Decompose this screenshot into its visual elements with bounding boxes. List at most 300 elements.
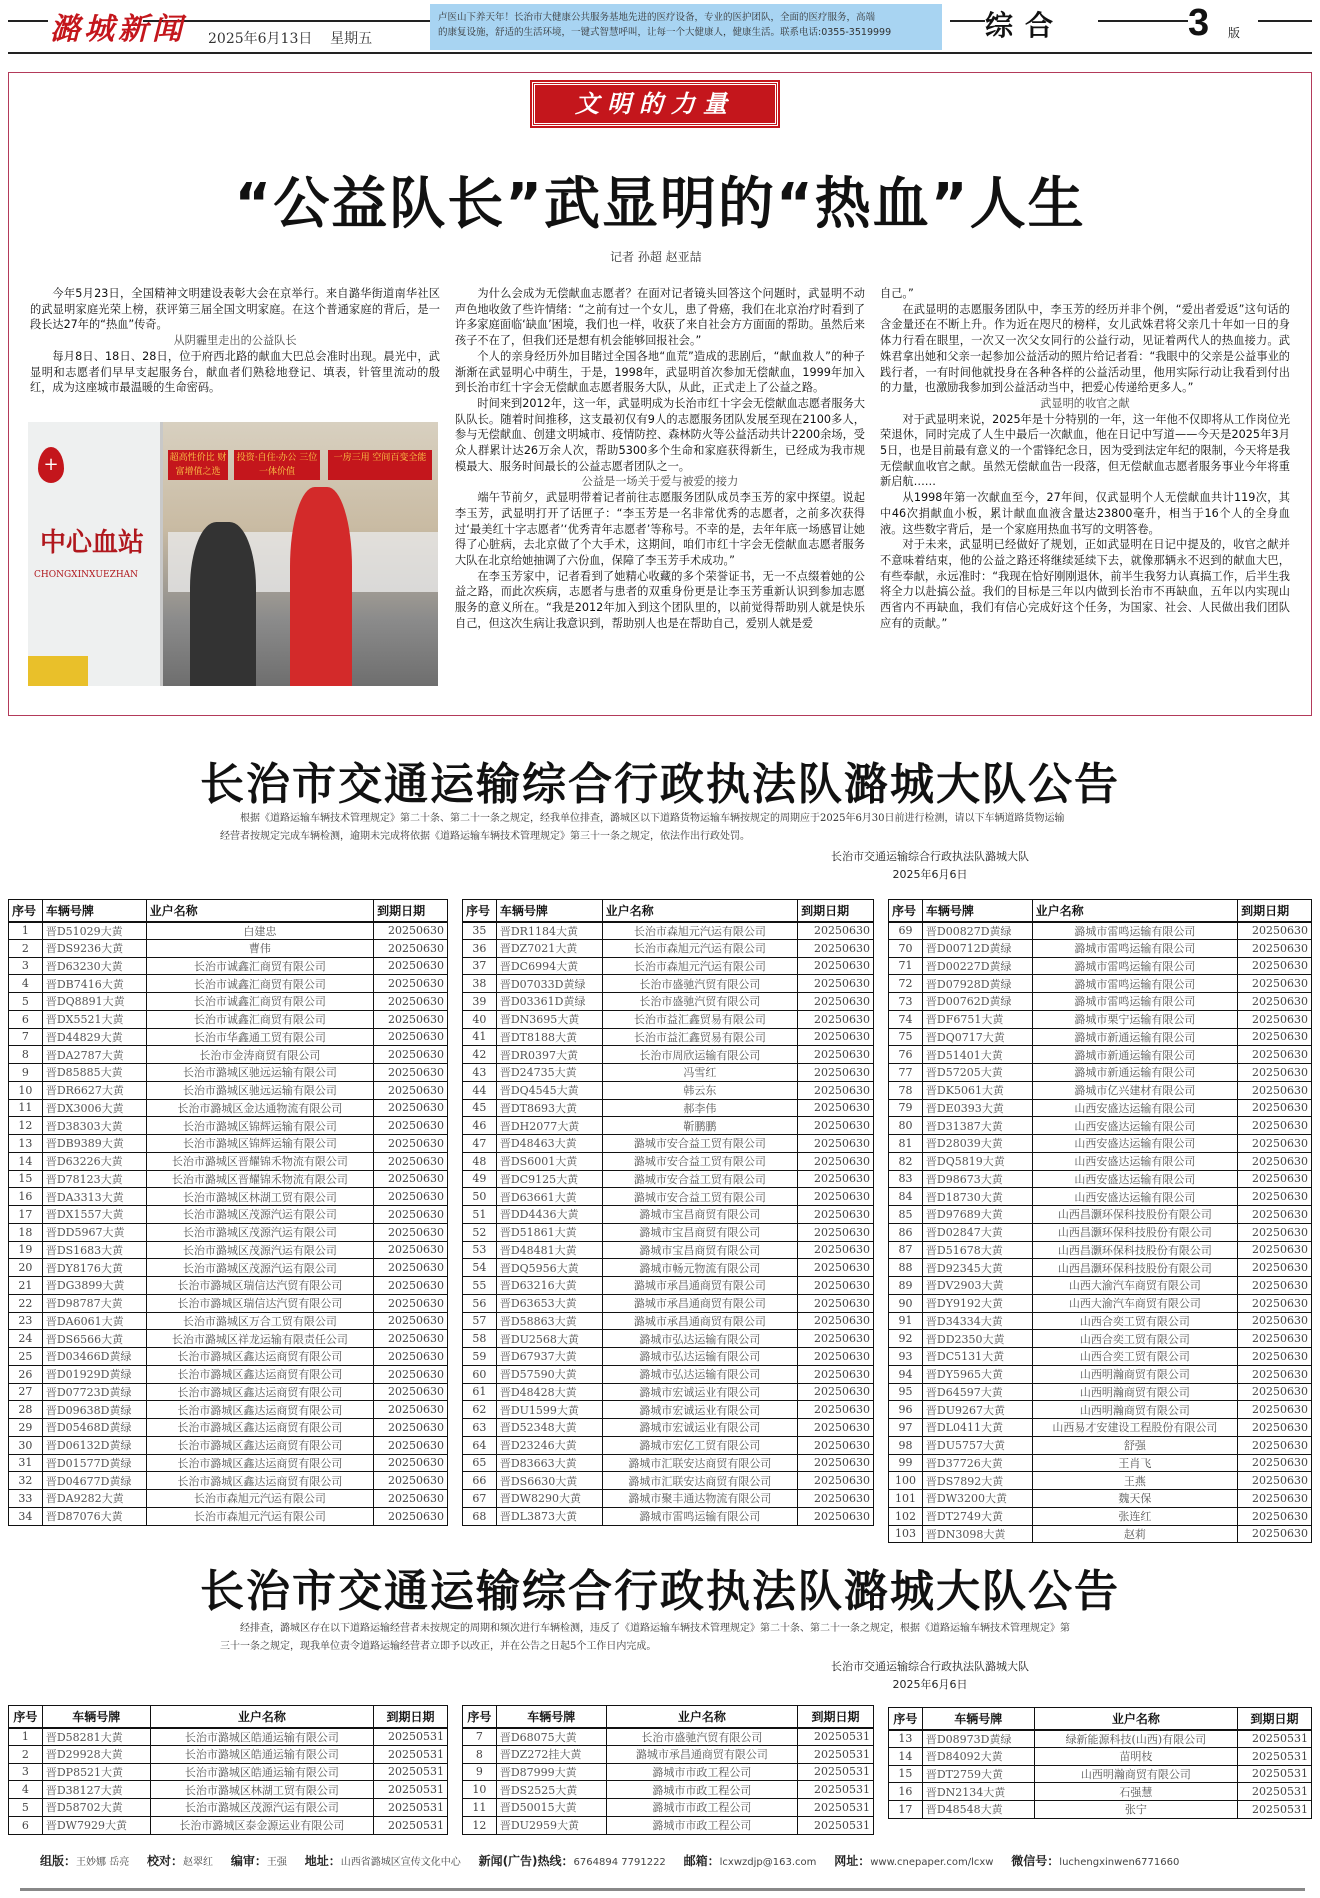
notice-1-table-part-1 [8,899,448,1526]
due-date: 20250531 [798,1816,874,1834]
footer-layout-value: 王妙娜 岳亮 [76,1857,130,1868]
table-row [889,1472,1312,1490]
due-date: 20250630 [1238,1099,1312,1117]
plate-number: 晋D50015大黄 [496,1799,606,1817]
due-date: 20250630 [374,1206,448,1224]
notice-2-date: 2025年6月6日 [892,1678,968,1691]
table-row [889,1801,1312,1819]
table-row [889,1730,1312,1748]
owner-name: 潞城市雷鸣运输有限公司 [1032,957,1238,975]
table-row [9,993,448,1011]
owner-name: 长治市森旭元汽运有限公司 [146,1507,373,1525]
row-number: 11 [463,1799,497,1817]
header-advertisement[interactable] [430,4,942,50]
plate-number: 晋DW8290大黄 [496,1490,602,1508]
row-number: 28 [9,1401,43,1419]
table-row [889,1436,1312,1454]
due-date: 20250630 [798,1064,874,1082]
due-date: 20250630 [1238,1277,1312,1295]
footer-label: 新闻(广告)热线： [478,1854,574,1868]
column-header: 序号 [889,900,923,922]
plate-number: 晋DH2077大黄 [496,1117,602,1135]
owner-name: 长治市益汇鑫贸易有限公司 [602,1028,797,1046]
article-subheading: 公益是一场关于爱与被爱的接力 [581,475,739,489]
due-date: 20250531 [1238,1783,1312,1801]
table-row [9,1099,448,1117]
column-header: 车辆号牌 [42,1706,150,1728]
row-number: 84 [889,1188,923,1206]
plate-number: 晋D48548大黄 [922,1801,1034,1819]
column-header: 车辆号牌 [922,900,1032,922]
plate-number: 晋DW7929大黄 [42,1816,150,1834]
due-date: 20250630 [374,975,448,993]
row-number: 10 [9,1081,43,1099]
owner-name: 潞城市雷鸣运输有限公司 [602,1507,797,1525]
article-paragraph: 在李玉芳家中，记者看到了她精心收藏的多个荣誉证书，无一不点缀着她的公益之路，而此次疾病，志愿者与患者的双重身份更是让李玉芳重新认识到参加志愿服务的意义所在。“我是2012年加入到这个团队里的，以前觉得帮助别人就是快乐自己，但这次生病让我意识到，帮助别人也是在帮助自己，爱别人就是爱 [455,569,865,630]
table-row [463,1472,874,1490]
row-number: 43 [463,1064,497,1082]
column-header: 序号 [463,1706,497,1728]
row-number: 77 [889,1064,923,1082]
table-row [9,1383,448,1401]
row-number: 86 [889,1223,923,1241]
ad-line-2: 的康复设施，舒适的生活环境，一键式智慧呼叫，让每一个大健康人，健康生活。联系电话:0355-3519999 [438,27,892,38]
plate-number: 晋D00827D黄绿 [922,922,1032,940]
article-headline: “公益队长”武显明的“热血”人生 [234,172,1086,237]
plate-number: 晋DT2749大黄 [922,1507,1032,1525]
footer-address-value: 山西省潞城区宣传文化中心 [340,1857,461,1868]
row-number: 13 [889,1730,923,1748]
table-row [463,1348,874,1366]
plate-number: 晋DD2350大黄 [922,1330,1032,1348]
table-row [889,1783,1312,1801]
due-date: 20250630 [798,993,874,1011]
owner-name: 山西合奕工贸有限公司 [1032,1348,1238,1366]
plate-number: 晋D07033D黄绿 [496,975,602,993]
table-header-row [9,900,448,922]
owner-name: 潞城市弘达运输有限公司 [602,1365,797,1383]
owner-name: 长治市森旭元汽运有限公司 [602,957,797,975]
column-header: 业户名称 [606,1706,797,1728]
due-date: 20250630 [1238,1223,1312,1241]
footer-label: 编审： [230,1854,267,1868]
table-row [463,1312,874,1330]
owner-name: 山西明瀚商贸有限公司 [1032,1383,1238,1401]
table-row [889,975,1312,993]
owner-name: 山西安盛达运输有限公司 [1032,1117,1238,1135]
article-column-1 [30,286,440,396]
table-row [463,975,874,993]
due-date: 20250630 [374,1064,448,1082]
due-date: 20250630 [1238,1064,1312,1082]
table-row [463,1365,874,1383]
plate-number: 晋DS6001大黄 [496,1152,602,1170]
column-header: 到期日期 [374,900,448,922]
owner-name: 赵莉 [1032,1525,1238,1543]
row-number: 71 [889,957,923,975]
plate-number: 晋DW3200大黄 [922,1490,1032,1508]
table-row [889,1135,1312,1153]
license-plate [28,656,88,686]
column-header: 到期日期 [1238,900,1312,922]
row-number: 17 [889,1801,923,1819]
article-paragraph: 对于未来，武显明已经做好了规划，正如武显明在日记中提及的，收官之献并不意味着结束，他的公益之路还将继续延续下去，就像那辆永不迟到的献血大巴，有些奉献，永远准时：“我现在恰好刚刚退休，前半生我努力认真搞工作，后半生我将全力以赴搞公益。我们的目标是三年以内做到长治市不再缺血，五年以内实现山西省内不再缺血，我们有信心完成好这个任务，为国家、社会、人民做出我们团队应有的贡献。” [880,538,1290,630]
owner-name: 潞城市承昌通商贸有限公司 [602,1312,797,1330]
plate-number: 晋D58702大黄 [42,1799,150,1817]
row-number: 3 [9,957,43,975]
table-row [9,1454,448,1472]
due-date: 20250630 [1238,1028,1312,1046]
due-date: 20250531 [374,1781,448,1799]
owner-name: 潞城市安合益工贸有限公司 [602,1135,797,1153]
article-paragraph: 今年5月23日，全国精神文明建设表彰大会在京举行。来自潞华街道南华社区的武显明家庭光荣上榜，获评第三届全国文明家庭。在这个普通家庭的背后，是一段长达27年的“热血”传奇。 [30,287,440,332]
row-number: 5 [9,1799,43,1817]
plate-number: 晋DU9267大黄 [922,1401,1032,1419]
plate-number: 晋DT2759大黄 [922,1765,1034,1783]
table-row [463,1799,874,1817]
owner-name: 王燕 [1032,1472,1238,1490]
plate-number: 晋DB7416大黄 [42,975,146,993]
row-number: 64 [463,1436,497,1454]
owner-name: 张连红 [1032,1507,1238,1525]
row-number: 22 [9,1294,43,1312]
plate-number: 晋DN2134大黄 [922,1783,1034,1801]
due-date: 20250630 [798,1259,874,1277]
owner-name: 韩云东 [602,1081,797,1099]
table-row [463,922,874,940]
plate-number: 晋DS7892大黄 [922,1472,1032,1490]
plate-number: 晋D03361D黄绿 [496,993,602,1011]
column-header: 业户名称 [1032,900,1238,922]
row-number: 11 [9,1099,43,1117]
row-number: 62 [463,1401,497,1419]
table-row [889,1259,1312,1277]
owner-name: 潞城市安合益工贸有限公司 [602,1170,797,1188]
due-date: 20250630 [798,1099,874,1117]
owner-name: 长治市潞城区瑞信达汽贸有限公司 [146,1277,373,1295]
table-row [9,1763,448,1781]
column-banner: 文明的力量 [532,82,778,126]
plate-number: 晋D51401大黄 [922,1046,1032,1064]
table-row [9,1745,448,1763]
due-date: 20250630 [1238,1081,1312,1099]
owner-name: 山西安盛达运输有限公司 [1032,1152,1238,1170]
page-number: 3 [1188,2,1210,44]
owner-name: 长治市潞城区晋耀锦禾物流有限公司 [146,1152,373,1170]
due-date: 20250630 [374,1436,448,1454]
row-number: 33 [9,1490,43,1508]
row-number: 93 [889,1348,923,1366]
row-number: 57 [463,1312,497,1330]
table-row [889,1277,1312,1295]
due-date: 20250630 [374,1383,448,1401]
table-row [463,1401,874,1419]
footer-label: 组版： [40,1854,77,1868]
row-number: 15 [889,1765,923,1783]
owner-name: 潞城市新通运输有限公司 [1032,1028,1238,1046]
owner-name: 长治市诚鑫汇商贸有限公司 [146,975,373,993]
row-number: 6 [9,1010,43,1028]
table-row [463,993,874,1011]
row-number: 53 [463,1241,497,1259]
plate-number: 晋DT8188大黄 [496,1028,602,1046]
owner-name: 潞城市市政工程公司 [606,1763,797,1781]
column-header: 车辆号牌 [42,900,146,922]
owner-name: 张宁 [1034,1801,1237,1819]
row-number: 66 [463,1472,497,1490]
due-date: 20250531 [798,1781,874,1799]
plate-number: 晋D97689大黄 [922,1206,1032,1224]
column-header: 车辆号牌 [496,900,602,922]
article-paragraph: 为什么会成为无偿献血志愿者？在面对记者镜头回答这个问题时，武显明不动声色地收敛了些许情绪：“之前有过一个女儿，患了骨癌，我们在北京治疗时看到了许多家庭面临‘缺血’困境，我们也一样，收获了来自社会方方面面的帮助。虽然后来孩子不在了，但我们还是想有机会能够回报社会。” [455,287,865,348]
table-row [463,1781,874,1799]
table-row [889,1170,1312,1188]
due-date: 20250630 [798,1401,874,1419]
due-date: 20250630 [798,1490,874,1508]
table-row [889,1294,1312,1312]
due-date: 20250630 [798,1419,874,1437]
row-number: 12 [463,1816,497,1834]
row-number: 60 [463,1365,497,1383]
row-number: 97 [889,1419,923,1437]
table-row [463,1117,874,1135]
due-date: 20250630 [798,1046,874,1064]
row-number: 32 [9,1472,43,1490]
table-row [9,1816,448,1834]
plate-number: 晋D67937大黄 [496,1348,602,1366]
owner-name: 长治市盛驰汽贸有限公司 [602,975,797,993]
row-number: 29 [9,1419,43,1437]
plate-number: 晋DC9125大黄 [496,1170,602,1188]
due-date: 20250531 [374,1728,448,1746]
row-number: 44 [463,1081,497,1099]
owner-name: 山西安盛达运输有限公司 [1032,1170,1238,1188]
due-date: 20250630 [798,1330,874,1348]
row-number: 5 [9,993,43,1011]
notice-2-table-part-3 [888,1707,1312,1819]
article-subheading: 从阴霾里走出的公益队长 [173,334,297,348]
plate-number: 晋D51029大黄 [42,922,146,940]
due-date: 20250630 [1238,1312,1312,1330]
due-date: 20250531 [374,1763,448,1781]
plate-number: 晋DB9389大黄 [42,1135,146,1153]
due-date: 20250630 [798,1507,874,1525]
table-row [9,1507,448,1525]
due-date: 20250630 [798,1223,874,1241]
due-date: 20250630 [1238,1472,1312,1490]
row-number: 40 [463,1010,497,1028]
due-date: 20250630 [1238,1241,1312,1259]
due-date: 20250630 [374,1330,448,1348]
table-row [889,1330,1312,1348]
owner-name: 山西大渝汽车商贸有限公司 [1032,1294,1238,1312]
plate-number: 晋DD5967大黄 [42,1223,146,1241]
owner-name: 山西合奕工贸有限公司 [1032,1312,1238,1330]
plate-number: 晋D87076大黄 [42,1507,146,1525]
due-date: 20250630 [374,993,448,1011]
owner-name: 长治市潞城区皓通运输有限公司 [150,1728,373,1746]
plate-number: 晋D68075大黄 [496,1728,606,1746]
due-date: 20250630 [798,1010,874,1028]
owner-name: 山西昌灏环保科技股份有限公司 [1032,1223,1238,1241]
column-header: 序号 [889,1708,923,1730]
plate-number: 晋D85885大黄 [42,1064,146,1082]
table-row [463,1745,874,1763]
plate-number: 晋D58863大黄 [496,1312,602,1330]
table-row [889,993,1312,1011]
owner-name: 靳鹏鹏 [602,1117,797,1135]
owner-name: 长治市潞城区茂源汽运有限公司 [146,1259,373,1277]
plate-number: 晋D08973D黄绿 [922,1730,1034,1748]
table-row [9,1046,448,1064]
table-row [9,1277,448,1295]
owner-name: 长治市周欣运输有限公司 [602,1046,797,1064]
table-row [463,1259,874,1277]
owner-name: 长治市潞城区鑫达运商贸有限公司 [146,1401,373,1419]
row-number: 31 [9,1454,43,1472]
due-date: 20250630 [798,1348,874,1366]
footer-website-link[interactable]: www.cnepaper.com/lcxw [870,1857,994,1868]
article-subheading: 武显明的收官之献 [1040,396,1130,410]
row-number: 100 [889,1472,923,1490]
row-number: 95 [889,1383,923,1401]
page-label: 版 [1228,26,1241,40]
row-number: 88 [889,1259,923,1277]
plate-number: 晋D34334大黄 [922,1312,1032,1330]
owner-name: 潞城市新通运输有限公司 [1032,1064,1238,1082]
table-row [463,1028,874,1046]
plate-number: 晋D92345大黄 [922,1259,1032,1277]
table-row [9,1401,448,1419]
row-number: 1 [9,1728,43,1746]
article-column-2 [455,286,865,631]
owner-name: 长治市潞城区鑫达运商贸有限公司 [146,1436,373,1454]
woman-figure [190,522,256,686]
due-date: 20250630 [374,1401,448,1419]
row-number: 2 [9,1745,43,1763]
owner-name: 长治市潞城区林湖工贸有限公司 [146,1188,373,1206]
plate-number: 晋D18730大黄 [922,1188,1032,1206]
notice-1-body: 根据《道路运输车辆技术管理规定》第二十条、第二十一条之规定，经我单位排查，潞城区以下道路货物运输车辆按规定的周期应于2025年6月30日前进行检测，请以下车辆道路货物运输经营者按规定完成车辆检测，逾期未完成将依据《道路运输车辆技术管理规定》第三十一条之规定，依法作出行政处罚。 [220,813,1065,842]
table-row [889,1188,1312,1206]
plate-number: 晋DQ4545大黄 [496,1081,602,1099]
notice-1-signer: 长治市交通运输综合行政执法队潞城大队 [831,850,1029,863]
due-date: 20250630 [1238,1401,1312,1419]
notice-2-signer: 长治市交通运输综合行政执法队潞城大队 [831,1660,1029,1673]
table-row [889,939,1312,957]
column-header: 业户名称 [1034,1708,1237,1730]
owner-name: 潞城市安合益工贸有限公司 [602,1188,797,1206]
table-header-row [889,900,1312,922]
table-row [889,1064,1312,1082]
plate-number: 晋DA3313大黄 [42,1188,146,1206]
row-number: 14 [889,1747,923,1765]
table-row [9,957,448,975]
plate-number: 晋D44829大黄 [42,1028,146,1046]
owner-name: 潞城市承昌通商贸有限公司 [606,1745,797,1763]
plate-number: 晋DZ7021大黄 [496,939,602,957]
due-date: 20250630 [374,939,448,957]
table-row [9,1436,448,1454]
due-date: 20250630 [798,1081,874,1099]
table-row [463,1223,874,1241]
owner-name: 长治市潞城区金达通物流有限公司 [146,1099,373,1117]
owner-name: 潞城市汇联安达商贸有限公司 [602,1472,797,1490]
row-number: 48 [463,1152,497,1170]
table-header-row [463,1706,874,1728]
plate-number: 晋D64597大黄 [922,1383,1032,1401]
table-row [9,1294,448,1312]
table-row [9,1170,448,1188]
table-row [889,1152,1312,1170]
row-number: 78 [889,1081,923,1099]
table-row [889,1383,1312,1401]
row-number: 38 [463,975,497,993]
table-row [463,1294,874,1312]
plate-number: 晋D87999大黄 [496,1763,606,1781]
owner-name: 长治市潞城区茂源汽运有限公司 [146,1241,373,1259]
due-date: 20250630 [1238,993,1312,1011]
due-date: 20250630 [374,1170,448,1188]
footer-email-link[interactable]: lcxwzdjp@163.com [719,1857,817,1868]
row-number: 50 [463,1188,497,1206]
table-row [463,1152,874,1170]
due-date: 20250630 [1238,1436,1312,1454]
plate-number: 晋DC6994大黄 [496,957,602,975]
plate-number: 晋D03466D黄绿 [42,1348,146,1366]
due-date: 20250531 [798,1728,874,1746]
row-number: 25 [9,1348,43,1366]
due-date: 20250531 [1238,1801,1312,1819]
due-date: 20250630 [374,957,448,975]
table-row [9,1312,448,1330]
row-number: 8 [9,1046,43,1064]
due-date: 20250630 [374,1490,448,1508]
plate-number: 晋D00712D黄绿 [922,939,1032,957]
plate-number: 晋D07723D黄绿 [42,1383,146,1401]
row-number: 42 [463,1046,497,1064]
table-row [463,1206,874,1224]
plate-number: 晋DP8521大黄 [42,1763,150,1781]
due-date: 20250630 [798,1170,874,1188]
due-date: 20250630 [1238,975,1312,993]
row-number: 59 [463,1348,497,1366]
due-date: 20250630 [374,1046,448,1064]
column-header: 车辆号牌 [922,1708,1034,1730]
ad-line-1: 卢医山下养天年！长治市大健康公共服务基地先进的医疗设备，专业的医护团队，全面的医疗服务，高端 [438,12,876,23]
owner-name: 山西明瀚商贸有限公司 [1034,1765,1237,1783]
due-date: 20250630 [374,1117,448,1135]
notice-2-table-part-1 [8,1705,448,1835]
plate-number: 晋DC5131大黄 [922,1348,1032,1366]
due-date: 20250630 [1238,1454,1312,1472]
column-header: 到期日期 [798,1706,874,1728]
row-number: 47 [463,1135,497,1153]
plate-number: 晋DX1557大黄 [42,1206,146,1224]
owner-name: 潞城市宏诚运业有限公司 [602,1419,797,1437]
owner-name: 郝李伟 [602,1099,797,1117]
owner-name: 长治市潞城区茂源汽运有限公司 [146,1206,373,1224]
due-date: 20250630 [374,1259,448,1277]
notice-1-table-part-3 [888,899,1312,1543]
plate-number: 晋D07928D黄绿 [922,975,1032,993]
due-date: 20250630 [1238,1046,1312,1064]
table-header-row [463,900,874,922]
row-number: 46 [463,1117,497,1135]
row-number: 102 [889,1507,923,1525]
row-number: 83 [889,1170,923,1188]
row-number: 24 [9,1330,43,1348]
